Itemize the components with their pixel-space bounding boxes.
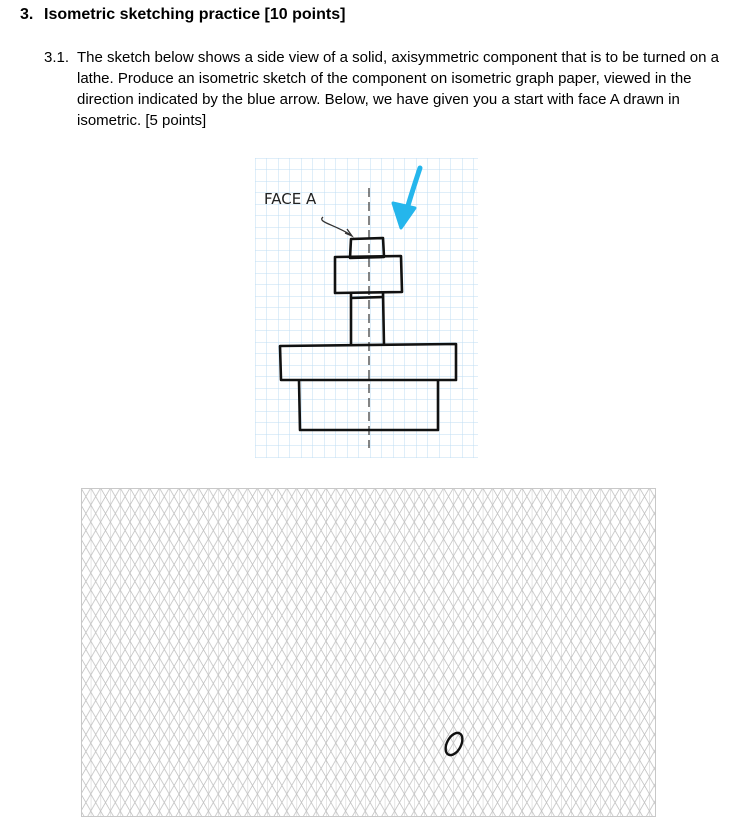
- question-title: Isometric sketching practice [10 points]: [44, 6, 346, 23]
- question-heading: [20, 4, 345, 26]
- isometric-graph-paper[interactable]: [81, 488, 656, 817]
- subquestion-number: 3.1.: [44, 49, 70, 66]
- subquestion-text: The sketch below shows a side view of a solid, axisymmetric component that is to be turned on a lathe. Produce an isometric sketch of the component on isometric graph paper, viewed in the direction indicated by the blue arrow. Below, we have given you a start with face A drawn in isometric. [5 points]: [77, 49, 719, 129]
- face-a-label: FACE A: [264, 190, 317, 208]
- side-view-sketch: [255, 158, 478, 458]
- neck-top: [351, 297, 383, 298]
- side-view-svg: [255, 158, 478, 458]
- isometric-grid: [81, 488, 656, 817]
- isometric-grid-svg: [81, 488, 656, 817]
- subquestion-paragraph: [44, 47, 724, 131]
- question-number: 3.: [20, 6, 34, 23]
